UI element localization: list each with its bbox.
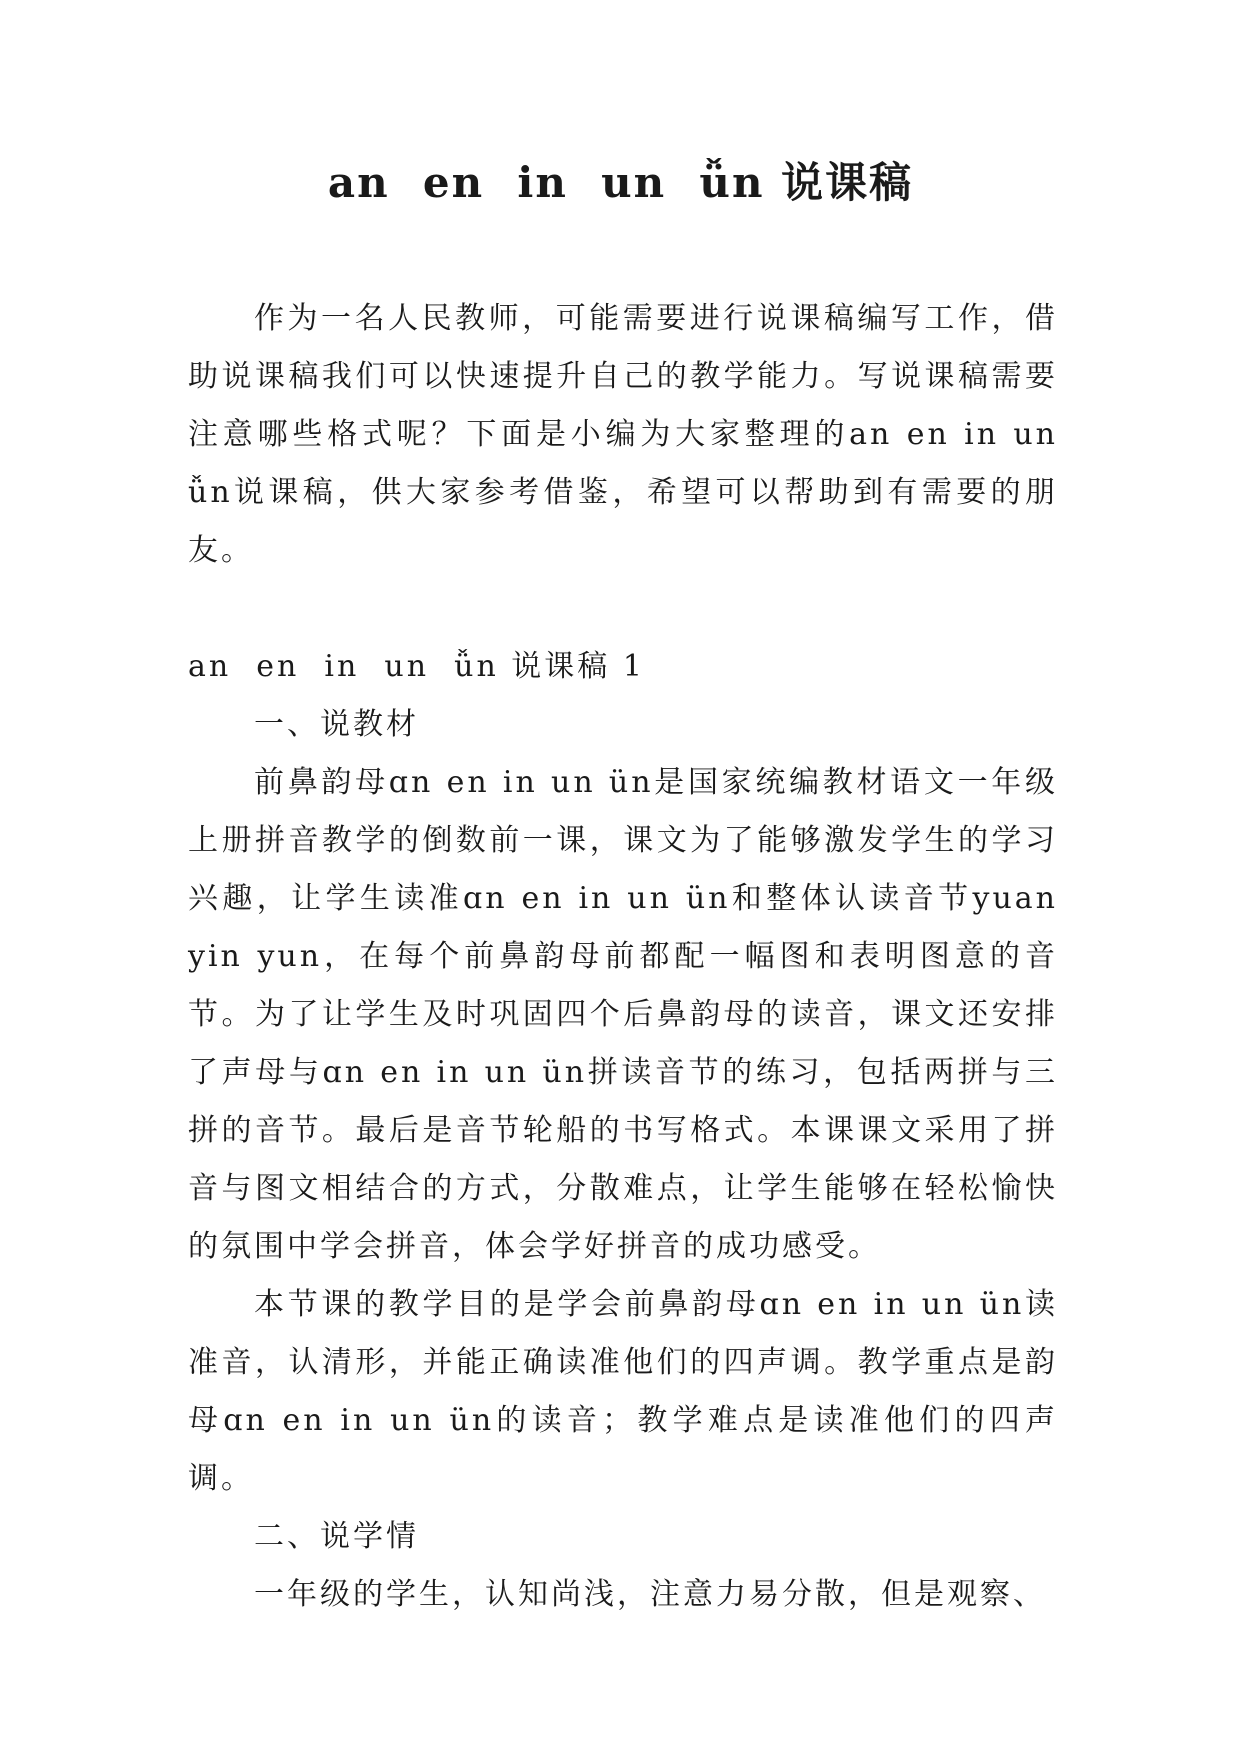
- part1-paragraph-1: 前鼻韵母ɑn en in un ün是国家统编教材语文一年级上册拼音教学的倒数前一课，课文为了能够激发学生的学习兴趣，让学生读准ɑn en in un ün和整体认读音节yuan yin yun，在每个前鼻韵母前都配一幅图和表明图意的音节。为了让学生及时巩固四个后鼻韵母的读音，课文还安排了声母与ɑn en in un ün拼读音节的练习，包括两拼与三拼的音节。最后是音节轮船的书写格式。本课课文采用了拼音与图文相结合的方式，分散难点，让学生能够在轻松愉快的氛围中学会拼音，体会学好拼音的成功感受。: [188, 765, 1058, 1264]
- section-title: an en in un ǚn 说课稿 1: [188, 649, 645, 684]
- document-title: an en in un ǚn 说课稿: [327, 158, 914, 207]
- part2-paragraph-1: 一年级的学生，认知尚浅，注意力易分散，但是观察、: [254, 1577, 1046, 1612]
- part2-heading: 二、说学情: [254, 1519, 419, 1554]
- part1-heading: 一、说教材: [254, 707, 419, 742]
- document-body: [188, 290, 1058, 1624]
- part1-paragraph-2: 本节课的教学目的是学会前鼻韵母ɑn en in un ün读准音，认清形，并能正确读准他们的四声调。教学重点是韵母ɑn en in un ün的读音；教学难点是读准他们的四声调。: [188, 1287, 1058, 1496]
- intro-paragraph: 作为一名人民教师，可能需要进行说课稿编写工作，借助说课稿我们可以快速提升自己的教学能力。写说课稿需要注意哪些格式呢？下面是小编为大家整理的an en in un ǚn说课稿，供大家参考借鉴，希望可以帮助到有需要的朋友。: [188, 301, 1058, 568]
- spacer: [188, 580, 1058, 638]
